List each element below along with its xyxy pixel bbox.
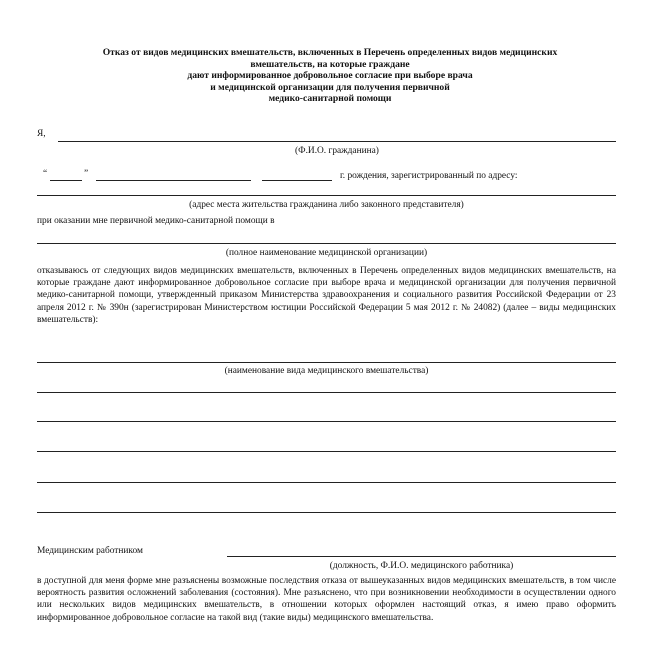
title-line-2: вмешательств, на которые граждане bbox=[250, 58, 410, 70]
intervention-field-6[interactable] bbox=[37, 512, 616, 513]
medical-worker-caption: (должность, Ф.И.О. медицинского работника) bbox=[329, 561, 514, 571]
birth-text: г. рождения, зарегистрированный по адресу: bbox=[340, 171, 518, 181]
document-title bbox=[40, 47, 620, 105]
refusal-paragraph: отказываюсь от следующих видов медицинских вмешательств, включенных в Перечень определенных видов медицинских вмешательств, на которые граждане дают информированное добровольное согласие при выборе врача и медицинской организации для получения первичной медико-санитарной помощи, утвержденный приказом Министерства здравоохранения и социального развития Российской Федерации от 23 апреля 2012 г. № 390н (зарегистрирован Министерством юстиции Российской Федерации 5 мая 2012 г. № 24082) (далее – виды медицинских вмешательств): bbox=[37, 266, 616, 325]
intervention-caption: (наименование вида медицинского вмешательства) bbox=[224, 366, 429, 376]
birth-year-field[interactable] bbox=[262, 180, 332, 181]
fio-caption: (Ф.И.О. гражданина) bbox=[295, 146, 379, 156]
birth-month-field[interactable] bbox=[96, 180, 251, 181]
intervention-field-4[interactable] bbox=[37, 451, 616, 452]
pronoun-label: Я, bbox=[37, 129, 46, 139]
birth-day-field[interactable] bbox=[50, 180, 82, 181]
consequences-paragraph: в доступной для меня форме мне разъяснены возможные последствия отказа от вышеуказанных видов медицинских вмешательств, в том числе вероятность развития осложнений заболевания (состояния). Мне разъяснено, что при возникновении необходимости в осуществлении одного или нескольких видов медицинских вмешательств, в отношении которых оформлен настоящий отказ, я имею право оформить информированное добровольное согласие на такой вид (такие виды) медицинского вмешательства. bbox=[37, 576, 616, 623]
intervention-field-3[interactable] bbox=[37, 421, 616, 422]
title-line-1: Отказ от видов медицинских вмешательств, включенных в Перечень определенных видов медицинских bbox=[102, 47, 558, 58]
title-line-5: медико-санитарной помощи bbox=[268, 93, 392, 105]
intervention-field-2[interactable] bbox=[37, 392, 616, 393]
organization-caption: (полное наименование медицинской организации) bbox=[225, 248, 428, 258]
title-line-3: дают информированное добровольное согласие при выборе врача bbox=[187, 70, 473, 82]
primary-care-text: при оказании мне первичной медико-санитарной помощи в bbox=[37, 216, 275, 226]
medical-worker-label: Медицинским работником bbox=[37, 546, 143, 556]
fio-field[interactable] bbox=[58, 141, 616, 142]
date-open-quote: “ bbox=[43, 169, 48, 179]
organization-field[interactable] bbox=[37, 243, 616, 244]
date-close-quote: ” bbox=[84, 169, 89, 179]
title-line-4: и медицинской организации для получения первичной bbox=[210, 81, 450, 93]
address-field[interactable] bbox=[37, 195, 616, 196]
intervention-field-5[interactable] bbox=[37, 482, 616, 483]
medical-worker-field[interactable] bbox=[227, 556, 616, 557]
address-caption: (адрес места жительства гражданина либо законного представителя) bbox=[189, 200, 464, 210]
intervention-field-1[interactable] bbox=[37, 362, 616, 363]
